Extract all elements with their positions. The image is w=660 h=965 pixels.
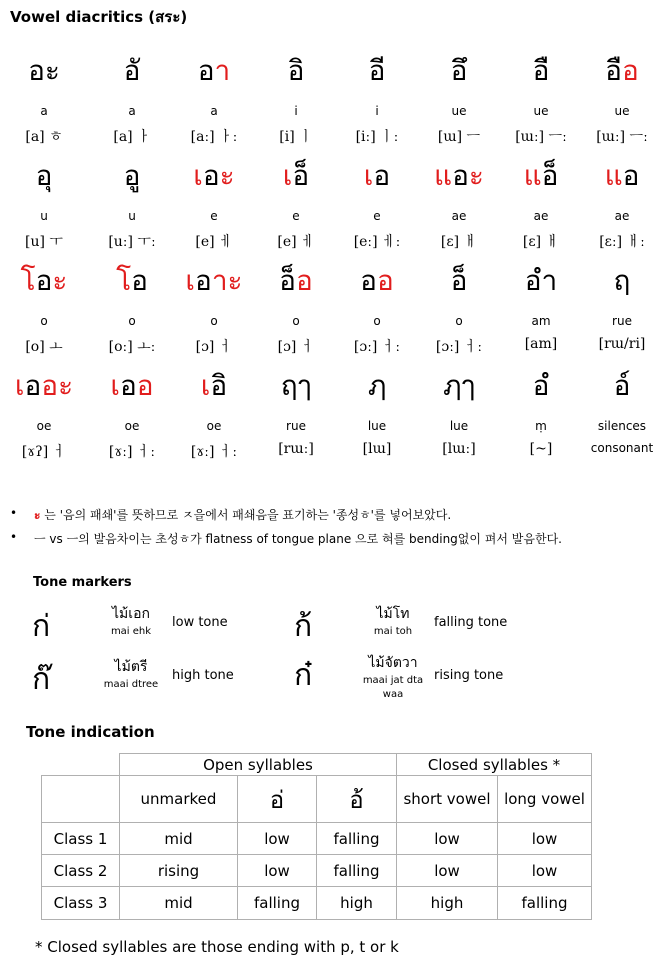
vowel-glyph [173,157,255,195]
vowel-ipa: [iː] ㅣː [355,129,399,145]
table-cell: falling [498,887,592,920]
vowel-romanization: e [373,209,381,223]
table-cell: high [317,887,397,920]
vowel-glyph [3,262,85,300]
vowel-glyph-part: อ [373,159,391,192]
vowel-glyph-part: ฤๅ [280,369,312,402]
table-cell: low [397,823,498,855]
vowel-glyph [500,367,582,405]
vowel-ipa: consonant [590,441,654,455]
note-text: ㅡ vs ㅡ의 발음차이는 초성ㅎ가 flatness of tongue plane 으로 혀를 bending없이 펴서 발음한다. [34,532,562,546]
vowel-glyph [255,367,337,405]
vowel-glyph [3,367,85,405]
row-label: Class 3 [42,887,120,920]
footnote: * Closed syllables are those ending with p, t or k [35,938,399,956]
tone-marker-romanization: mai ehk [110,626,152,637]
vowel-glyph-part: ฦๅ [442,369,476,402]
table-cell: mid [120,823,238,855]
vowel-romanization: ue [533,104,549,118]
vowel-ipa: [ɔ] ㅓ [195,339,233,355]
vowel-glyph [173,52,255,90]
vowel-row [0,145,660,250]
vowel-glyph-red-part: โ [20,264,36,297]
vowel-ipa: [o] ㅗ [25,339,63,355]
vowel-glyph-part: อื [605,54,622,87]
vowel-glyph [581,52,660,90]
vowel-ipa: [ɤʔ] ㅓ [21,444,67,460]
vowel-glyph-part: อ์ [613,369,631,402]
vowel-romanization: oe [36,419,52,433]
tone-glyph: ก๊ [32,662,51,697]
table-cell: mid [120,887,238,920]
row-label: Class 2 [42,855,120,887]
tone-marker-romanization: maai jat dta waa [362,675,424,700]
vowel-glyph-part: อ [452,159,469,192]
vowel-ipa: [lɯ] [362,441,392,457]
vowel-romanization: silences [597,419,647,433]
vowel-romanization: u [128,209,136,223]
vowel-ipa: [ɛ] ㅐ [522,234,560,250]
vowel-glyph-red-part: เ [185,264,195,297]
vowel-romanization: e [210,209,218,223]
tone-label: low tone [172,615,228,630]
vowel-ipa: [u] ㅜ [25,234,63,250]
col-header-mai-ehk: อ่ [238,776,317,823]
vowel-romanization: am [531,314,551,328]
vowel-romanization: o [292,314,300,328]
open-syllables-header: Open syllables [120,754,397,776]
vowel-glyph [418,367,500,405]
vowel-romanization: o [128,314,136,328]
vowel-romanization: rue [286,419,306,433]
vowel-row [0,355,660,460]
tone-markers-title: Tone markers [33,575,132,590]
vowel-row [0,250,660,355]
vowel-glyph [91,52,173,90]
col-header-mai-toh: อ้ [317,776,397,823]
vowel-glyph [500,262,582,300]
vowel-glyph-part: อู [123,159,141,192]
vowel-glyph-red-part: เ [193,159,203,192]
vowel-ipa: [~] [529,441,553,457]
vowel-ipa: [e] ㅔ [195,234,233,250]
vowel-glyph-part: ฦ [367,369,387,402]
vowel-glyph [336,367,418,405]
tone-label: rising tone [434,668,504,683]
table-cell: low [498,823,592,855]
tone-marker-romanization: mai toh [373,626,413,637]
vowel-glyph-red-part: แ [523,159,542,192]
vowel-ipa: [ɯː] ㅡː [515,129,567,145]
vowel-ipa: [aː] ㅏː [190,129,238,145]
vowel-glyph-red-part: เ [363,159,374,192]
table-cell: falling [317,855,397,887]
vowel-glyph-red-part: โ [116,264,132,297]
vowel-glyph-red-part: ะ [219,159,235,192]
row-label: Class 1 [42,823,120,855]
vowel-romanization: a [128,104,136,118]
vowel-glyph-red-part: อ [296,264,313,297]
vowel-glyph [418,262,500,300]
page-title: Vowel diacritics (สระ) [10,8,188,26]
vowel-glyph [3,52,85,90]
vowel-ipa: [ɔ] ㅓ [277,339,315,355]
vowel-ipa: [am] [524,336,558,352]
vowel-romanization: lue [367,419,387,433]
vowel-romanization: o [40,314,48,328]
vowel-ipa: [ɯ] ㅡ [437,129,481,145]
vowel-glyph-part: อี [368,54,386,87]
vowel-romanization: lue [449,419,469,433]
vowel-glyph-red-part: า [214,54,231,87]
vowel-glyph [581,367,660,405]
vowel-romanization: ae [451,209,467,223]
vowel-glyph-part: อ็ [292,159,310,192]
vowel-glyph [581,157,660,195]
table-cell: low [397,855,498,887]
vowel-glyph [173,262,255,300]
vowel-glyph-red-part: อ [622,54,639,87]
vowel-glyph-part: อ [524,264,558,297]
vowel-ipa: [ɔː] ㅓː [353,339,401,355]
vowel-glyph-red-part: ะ [468,159,484,192]
vowel-glyph-part: อ [202,159,220,192]
vowel-glyph [581,262,660,300]
note-text: 는 '음의 패쇄'를 뜻하므로 ㅈ을에서 패쇄음을 표기하는 '종성ㅎ'를 넣어보았다. [44,508,452,522]
vowel-ipa: [a] ㅎ [25,129,63,145]
tone-indication-title: Tone indication [26,723,155,741]
vowel-glyph-part: อ [131,264,148,297]
vowel-glyph-red-part: าะ [211,264,243,297]
tone-label: falling tone [434,615,508,630]
vowel-glyph-part: อ [24,369,42,402]
vowel-romanization: a [40,104,48,118]
vowel-glyph-part: อึ [450,54,468,87]
vowel-glyph-red-part: เ [110,369,120,402]
col-header-unmarked: unmarked [120,776,238,823]
vowel-glyph-red-part: แ [604,159,623,192]
vowel-glyph-part: อ็ [450,264,468,297]
vowel-ipa: [rɯ/ri] [598,336,646,352]
vowel-glyph [255,157,337,195]
vowel-glyph-part: อิ [210,369,228,402]
vowel-ipa: [uː] ㅜː [108,234,156,250]
table-cell: low [238,823,317,855]
vowel-ipa: [ɛ] ㅐ [440,234,478,250]
vowel-romanization: ae [533,209,549,223]
vowel-romanization: ue [451,104,467,118]
vowel-romanization: i [294,104,298,118]
vowel-glyph-part: อ [622,159,640,192]
vowel-romanization: ae [614,209,630,223]
vowel-glyph [418,157,500,195]
vowel-romanization: ue [614,104,630,118]
vowel-glyph-part: อะ [28,54,60,87]
vowel-ipa: [eː] ㅔː [353,234,401,250]
vowel-glyph-part: อั [123,54,141,87]
vowel-glyph-red-part: แ [434,159,453,192]
vowel-glyph-part: อ [197,54,215,87]
vowel-romanization: oe [124,419,140,433]
vowel-romanization: a [210,104,218,118]
table-row [42,887,592,920]
col-header-long-vowel: long vowel [498,776,592,823]
tone-table [41,753,592,920]
vowel-ipa: [ɛː] ㅐː [599,234,645,250]
vowel-ipa: [i] ㅣ [279,129,313,145]
vowel-glyph [500,52,582,90]
table-row [42,823,592,855]
vowel-romanization: o [455,314,463,328]
vowel-glyph-red-part: เ [282,159,293,192]
tone-marker-name: ไม้โท [376,606,410,622]
vowel-glyph-part: อํ [532,369,550,402]
bullet-icon: • [10,506,18,520]
vowel-romanization: o [210,314,218,328]
tone-marker-name: ไม้ตรี [114,659,148,675]
vowel-ipa: [ɯː] ㅡː [596,129,648,145]
tone-glyph: ก้ [294,609,313,644]
vowel-glyph [418,52,500,90]
table-cell: rising [120,855,238,887]
tone-marker-name: ไม้เอก [112,606,150,622]
vowel-glyph [336,157,418,195]
vowel-glyph [255,52,337,90]
table-cell: low [498,855,592,887]
vowel-glyph-part: ฤ [613,264,631,297]
vowel-glyph-part: อ [35,264,53,297]
vowel-romanization: ṃ [535,419,547,433]
vowel-ipa: [ɤː] ㅓː [108,444,156,460]
table-cell: low [238,855,317,887]
table-cell: falling [317,823,397,855]
vowel-romanization: e [292,209,300,223]
vowel-glyph-red-part: เ [14,369,25,402]
vowel-glyph-red-part: ะ [52,264,68,297]
vowel-glyph [91,262,173,300]
vowel-ipa: [oː] ㅗː [108,339,156,355]
vowel-glyph-red-part: อ [136,369,154,402]
vowel-romanization: oe [206,419,222,433]
vowel-glyph-part: อิ [287,54,305,87]
vowel-row [0,40,660,145]
closed-syllables-header: Closed syllables * [397,754,592,776]
tone-label: high tone [172,668,234,683]
vowel-glyph-red-part: อะ [41,369,74,402]
vowel-glyph-red-part: เ [200,369,211,402]
vowel-glyph [500,157,582,195]
vowel-ipa: [a] ㅏ [113,129,151,145]
bullet-icon: • [10,530,18,544]
vowel-grid [0,40,660,460]
vowel-glyph-part: อ [360,264,377,297]
vowel-glyph-part: อ [119,369,137,402]
note-red-glyph: ะ [34,508,41,522]
vowel-ipa: [ɤː] ㅓː [190,444,238,460]
vowel-ipa: [ɔː] ㅓː [435,339,483,355]
vowel-romanization: u [40,209,48,223]
vowel-ipa: [e] ㅔ [277,234,315,250]
table-cell: falling [238,887,317,920]
vowel-romanization: i [375,104,379,118]
vowel-glyph-part: อ [194,264,212,297]
vowel-romanization: o [373,314,381,328]
tone-marker-romanization: maai dtree [103,679,159,690]
vowel-glyph [91,367,173,405]
vowel-glyph [336,262,418,300]
vowel-glyph-part: อ็ [279,264,296,297]
vowel-ipa: [lɯː] [442,441,476,457]
tone-glyph: ก่ [32,609,51,644]
vowel-glyph [91,157,173,195]
tone-glyph: ก๋ [294,658,313,693]
vowel-romanization: rue [612,314,632,328]
vowel-glyph-red-part: อ [377,264,394,297]
tone-marker-name: ไม้จัตวา [368,655,418,671]
col-header-short-vowel: short vowel [397,776,498,823]
vowel-glyph [336,52,418,90]
table-row [42,855,592,887]
vowel-glyph [173,367,255,405]
vowel-glyph-part: อ็ [541,159,559,192]
vowel-glyph [255,262,337,300]
vowel-glyph-part: อุ [35,159,53,192]
vowel-glyph [3,157,85,195]
table-cell: high [397,887,498,920]
vowel-ipa: [rɯː] [278,441,314,457]
vowel-glyph-part: อื [532,54,550,87]
